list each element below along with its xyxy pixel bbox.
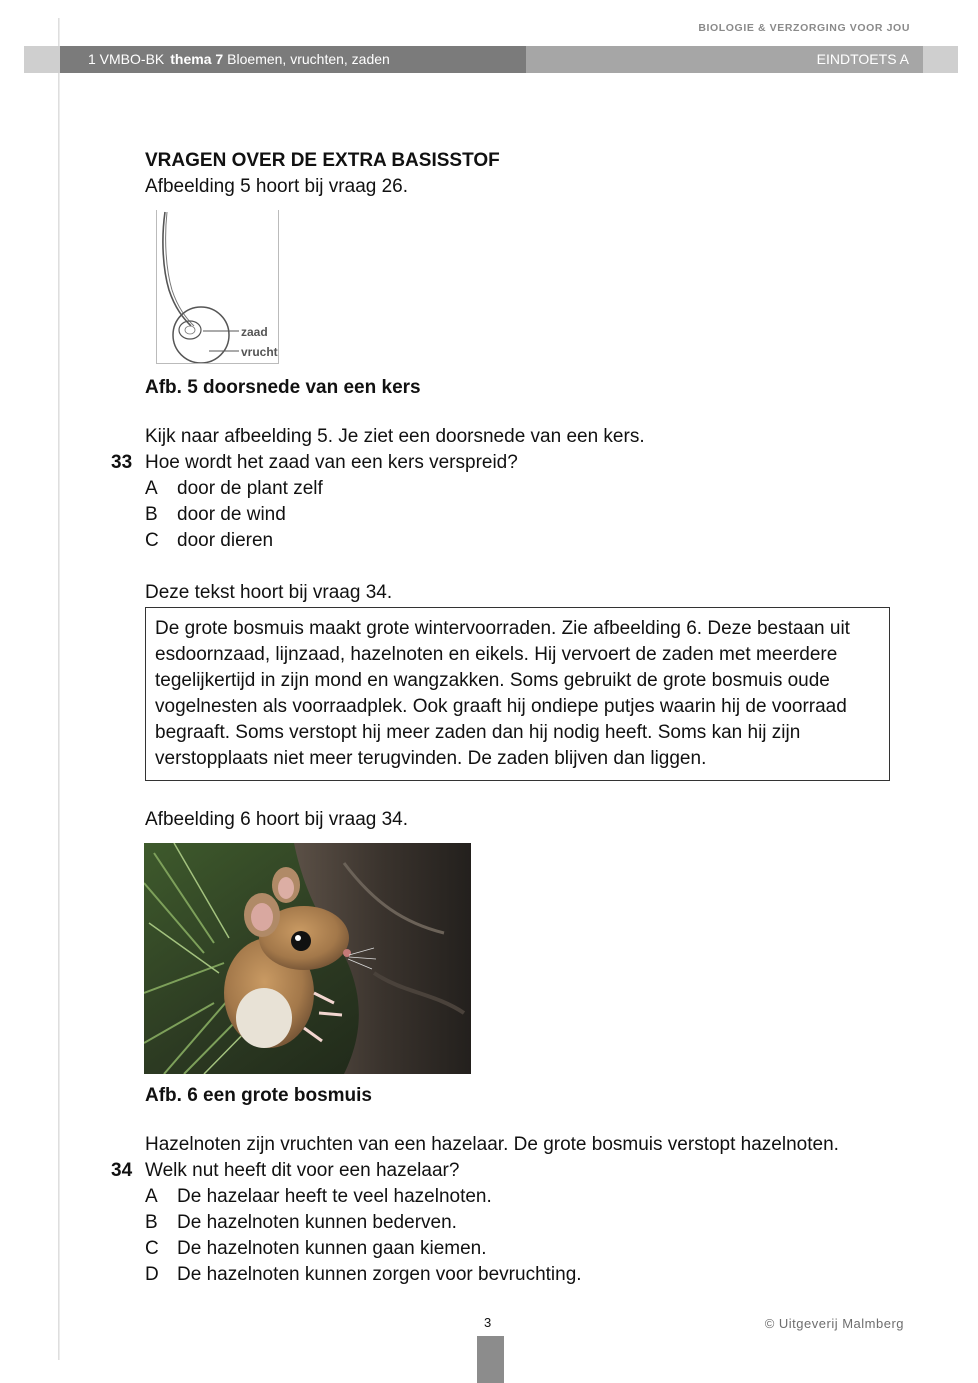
brand-title: BIOLOGIE & VERZORGING VOOR JOU xyxy=(698,22,910,34)
test-label: EINDTOETS A xyxy=(526,46,923,73)
q34-option-text: De hazelnoten kunnen bederven. xyxy=(177,1212,457,1233)
cherry-cross-section-figure xyxy=(156,210,279,364)
page-tab xyxy=(477,1336,504,1383)
q33-option-letter: B xyxy=(145,504,158,525)
q33-option-letter: C xyxy=(145,530,159,551)
q34-question: Welk nut heeft dit voor een hazelaar? xyxy=(145,1160,460,1181)
text-line: verstopplaats niet meer terugvinden. De zaden blijven dan liggen. xyxy=(155,748,707,769)
q33-context: Kijk naar afbeelding 5. Je ziet een doorsnede van een kers. xyxy=(145,426,645,447)
text-line: vogelnesten als voorraadplek. Ook graaft hij ondiepe putjes waarin hij de voorraad xyxy=(155,696,847,717)
q34-number: 34 xyxy=(111,1160,133,1181)
q33-option-text: door dieren xyxy=(177,530,274,551)
page-number: 3 xyxy=(484,1315,492,1330)
figure5-intro: Afbeelding 5 hoort bij vraag 26. xyxy=(145,176,409,197)
q33-option-text: door de plant zelf xyxy=(177,478,323,499)
text-line: De grote bosmuis maakt grote wintervoorraden. Zie afbeelding 6. Deze bestaan uit xyxy=(155,618,850,639)
reading-text-box xyxy=(145,607,890,781)
label-seed: zaad xyxy=(241,325,268,339)
text-line: esdoornzaad, lijnzaad, hazelnoten en eikels. Hij vervoert de zaden met meerdere xyxy=(155,644,838,665)
q33-number: 33 xyxy=(111,452,133,473)
text34-intro: Deze tekst hoort bij vraag 34. xyxy=(145,582,393,603)
q34-option-letter: C xyxy=(145,1238,159,1259)
text-line: tegelijkertijd in zijn mond en wangzakken. Soms gebruikt de grote bosmuis oude xyxy=(155,670,830,691)
q34-option-text: De hazelaar heeft te veel hazelnoten. xyxy=(177,1186,492,1207)
figure6-caption: Afb. 6 een grote bosmuis xyxy=(145,1085,372,1106)
figure5-caption: Afb. 5 doorsnede van een kers xyxy=(145,377,421,398)
q34-option-letter: A xyxy=(145,1186,158,1207)
q34-option-letter: B xyxy=(145,1212,158,1233)
q33-question: Hoe wordt het zaad van een kers verspreid? xyxy=(145,452,518,473)
margin-rule xyxy=(58,18,60,1360)
q33-option-text: door de wind xyxy=(177,504,286,525)
figure6-intro: Afbeelding 6 hoort bij vraag 34. xyxy=(145,809,409,830)
q34-option-text: De hazelnoten kunnen gaan kiemen. xyxy=(177,1238,487,1259)
theme-title: Bloemen, vruchten, zaden xyxy=(227,51,390,67)
text-line: begraaft. Soms verstopt hij meer zaden dan hij nodig heeft. Soms kan hij zijn xyxy=(155,722,801,743)
publisher-credit: © Uitgeverij Malmberg xyxy=(764,1316,904,1331)
q34-context: Hazelnoten zijn vruchten van een hazelaar. De grote bosmuis verstopt hazelnoten. xyxy=(145,1134,839,1155)
course-label: 1 VMBO-BK xyxy=(88,51,165,67)
mouse-illustration xyxy=(144,843,471,1074)
header-course-bar xyxy=(60,46,526,73)
q34-option-text: De hazelnoten kunnen zorgen voor bevruchting. xyxy=(177,1264,582,1285)
wood-mouse-photo xyxy=(144,843,471,1074)
cherry-drawing xyxy=(157,210,278,363)
label-fruit: vrucht xyxy=(241,345,278,359)
q34-option-letter: D xyxy=(145,1264,159,1285)
q33-option-letter: A xyxy=(145,478,158,499)
section-heading: VRAGEN OVER DE EXTRA BASISSTOF xyxy=(145,150,500,171)
theme-label: thema 7 xyxy=(170,51,224,67)
